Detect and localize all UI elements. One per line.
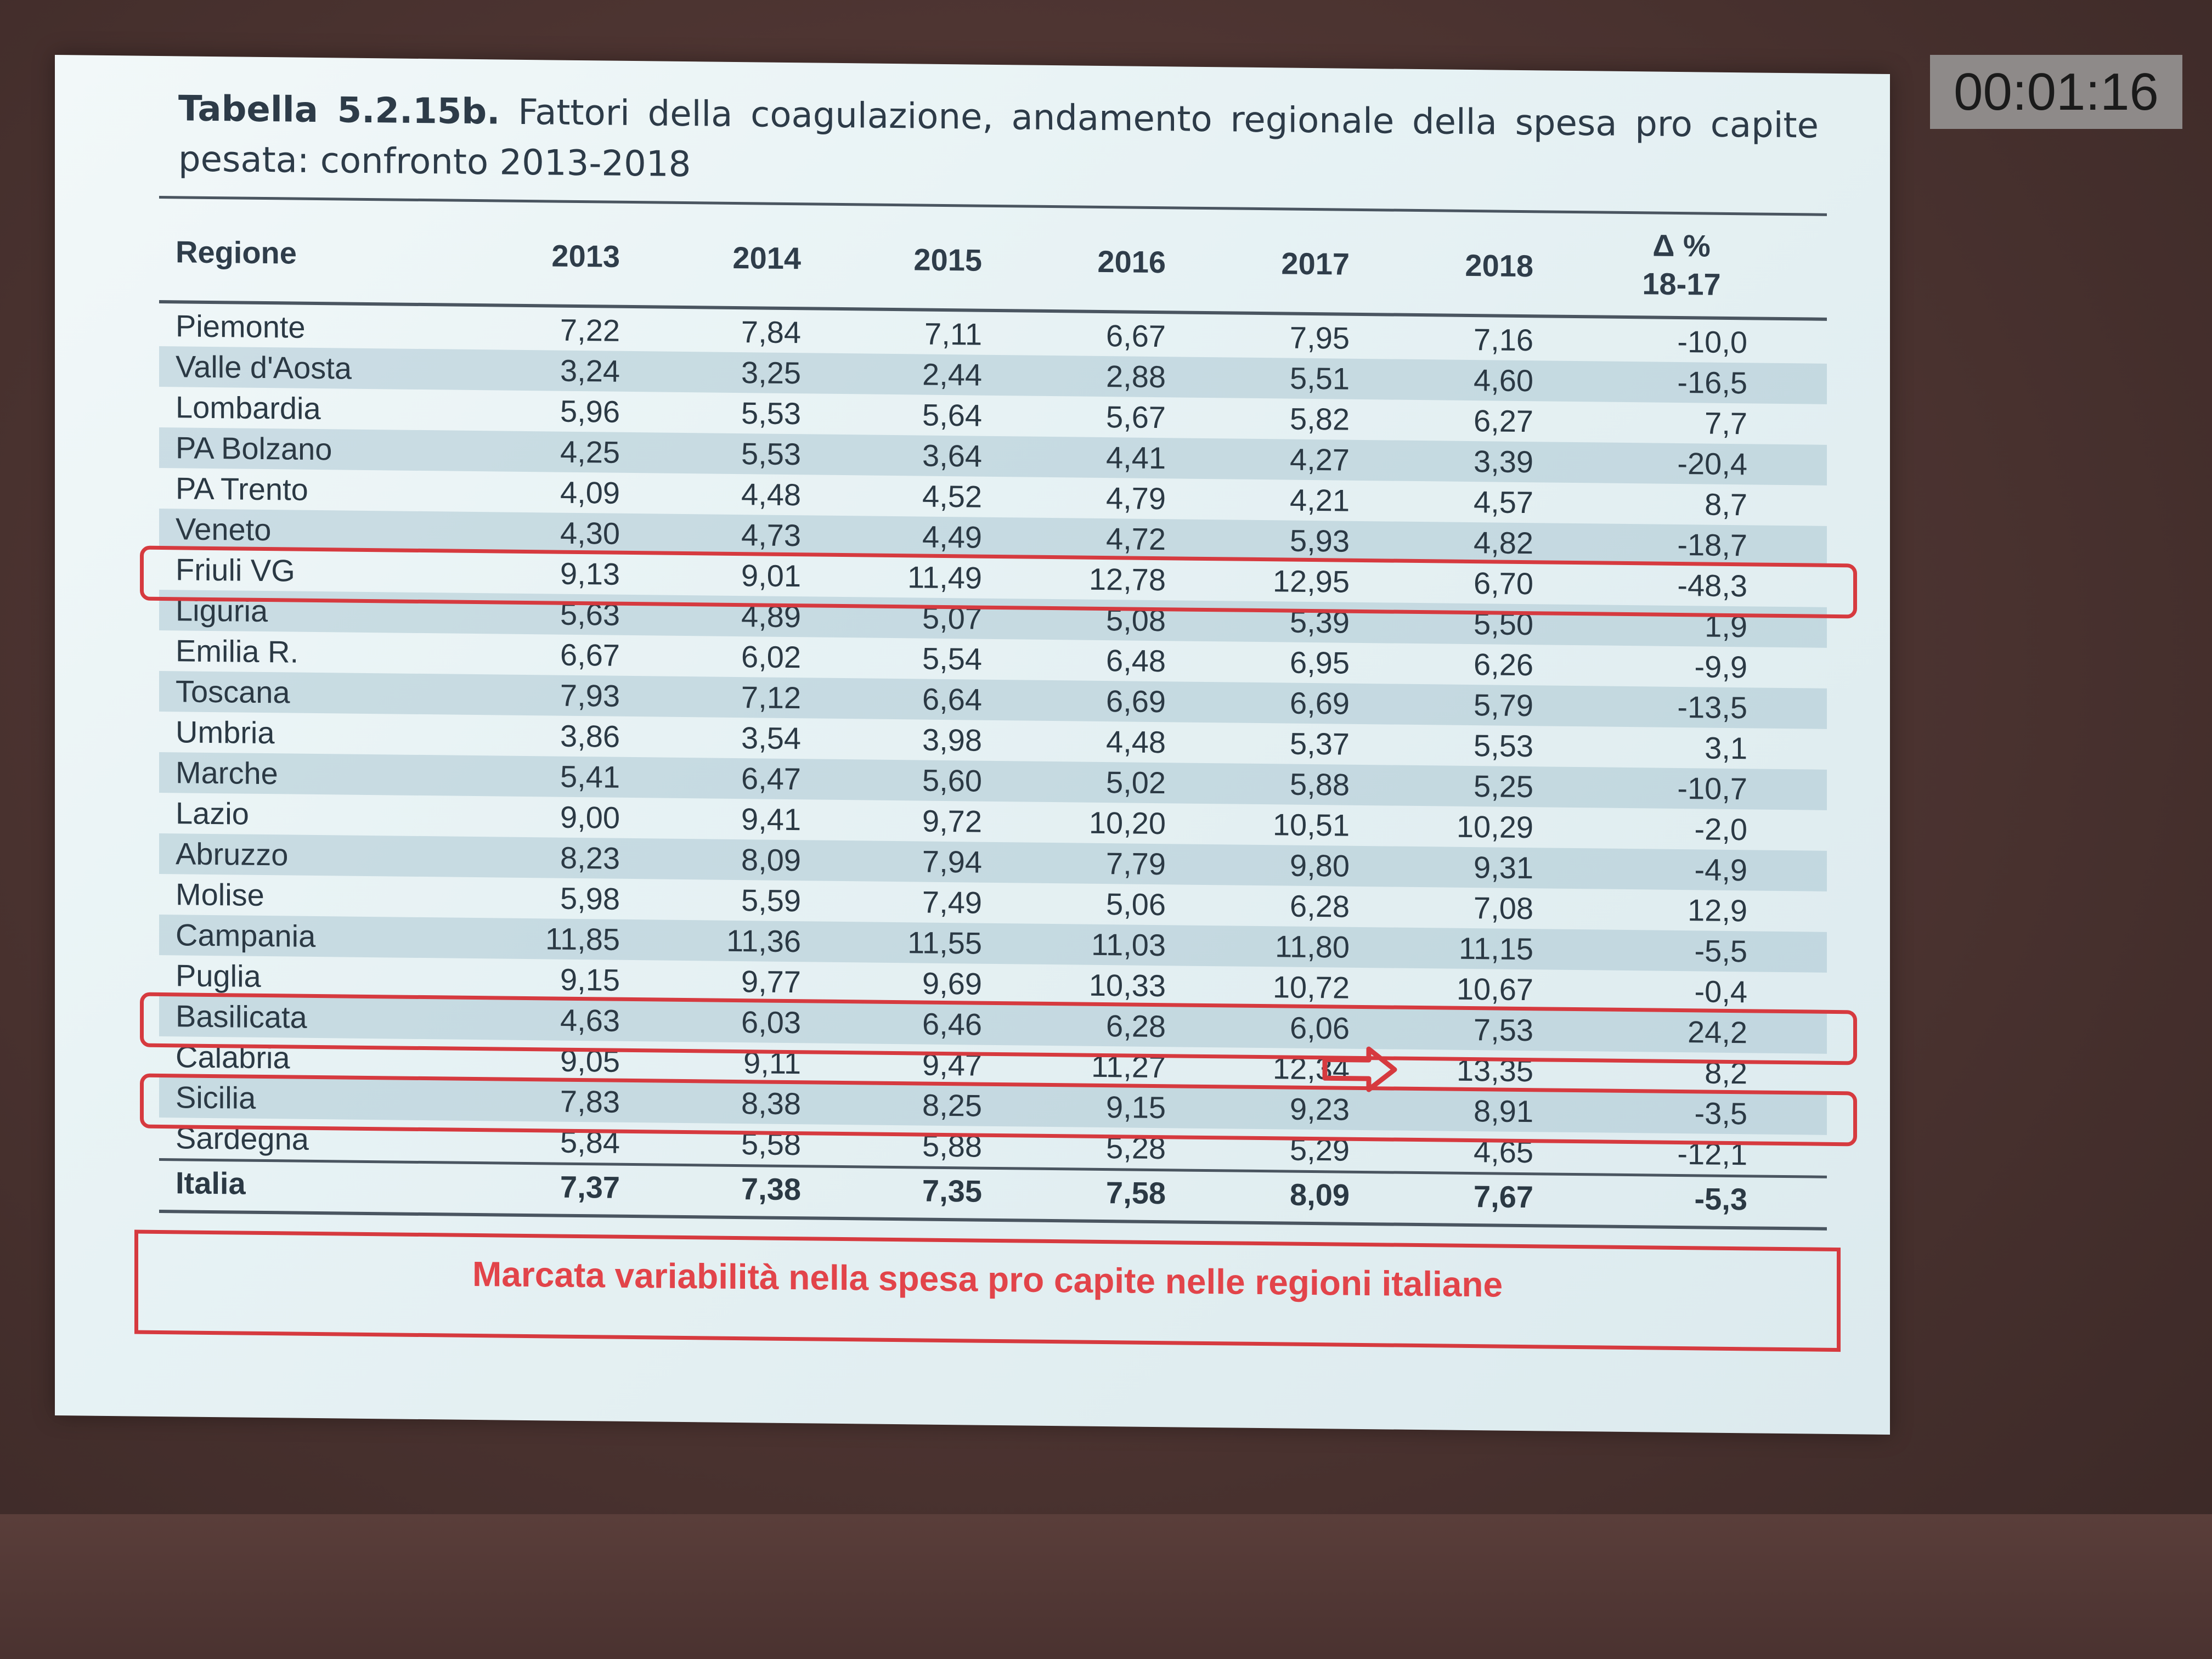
projected-slide: [55, 55, 1890, 1435]
value-cell: 10,29: [1456, 809, 1533, 845]
delta-cell: -5,3: [1694, 1181, 1747, 1217]
delta-cell: -16,5: [1677, 364, 1747, 400]
value-cell: 7,93: [560, 678, 620, 713]
value-cell: 4,41: [1106, 440, 1166, 476]
value-cell: 12,78: [1088, 561, 1166, 597]
wall-background: [0, 1514, 2212, 1659]
value-cell: 4,52: [922, 478, 982, 514]
value-cell: 5,41: [560, 759, 620, 794]
delta-cell: 1,9: [1705, 608, 1747, 644]
header-region: Regione: [176, 234, 297, 270]
value-cell: 4,79: [1106, 481, 1166, 516]
value-cell: 3,25: [741, 355, 801, 391]
recording-timer: 00:01:16: [1930, 55, 2182, 129]
value-cell: 9,15: [560, 962, 620, 997]
value-cell: 9,15: [1106, 1090, 1166, 1125]
delta-cell: -0,4: [1694, 974, 1747, 1009]
value-cell: 5,28: [1106, 1130, 1166, 1166]
value-cell: 7,79: [1106, 846, 1166, 882]
value-cell: 11,27: [1091, 1048, 1166, 1085]
value-cell: 6,02: [741, 639, 801, 675]
region-cell: Sicilia: [176, 1080, 256, 1115]
value-cell: 7,94: [922, 844, 982, 879]
value-cell: 4,60: [1474, 363, 1533, 398]
callout-text: Marcata variabilità nella spesa pro capite nelle regioni italiane: [472, 1254, 1503, 1305]
delta-cell: -9,9: [1694, 649, 1747, 685]
value-cell: 5,93: [1290, 523, 1350, 558]
delta-cell: -20,4: [1677, 445, 1747, 482]
value-cell: 5,37: [1290, 726, 1350, 761]
value-cell: 10,51: [1272, 807, 1350, 843]
value-cell: 5,60: [922, 763, 982, 798]
region-cell: Veneto: [176, 511, 272, 548]
value-cell: 7,83: [560, 1084, 620, 1119]
value-cell: 6,27: [1474, 403, 1533, 439]
value-cell: 4,27: [1290, 442, 1350, 477]
value-cell: 5,07: [922, 600, 982, 636]
value-cell: 6,95: [1290, 645, 1350, 680]
value-cell: 9,23: [1290, 1091, 1350, 1127]
value-cell: 5,88: [1290, 766, 1350, 802]
region-cell: Umbria: [176, 714, 275, 751]
region-cell: Marche: [176, 755, 278, 791]
value-cell: 2,44: [922, 357, 982, 392]
value-cell: 11,80: [1275, 929, 1350, 964]
value-cell: 7,22: [560, 312, 620, 348]
value-cell: 5,79: [1474, 687, 1533, 723]
value-cell: 3,54: [741, 720, 801, 756]
value-cell: 11,03: [1091, 927, 1166, 963]
delta-cell: -5,5: [1694, 933, 1747, 969]
value-cell: 8,23: [560, 840, 620, 876]
value-cell: 7,16: [1474, 322, 1533, 358]
region-cell: PA Bolzano: [176, 430, 332, 467]
value-cell: 4,21: [1290, 482, 1350, 518]
delta-cell: -2,0: [1694, 811, 1747, 847]
value-cell: 11,36: [726, 923, 801, 959]
region-cell: Piemonte: [176, 308, 306, 345]
value-cell: 5,98: [560, 881, 620, 916]
value-cell: 4,48: [741, 477, 801, 512]
value-cell: 5,54: [922, 641, 982, 676]
region-cell: Lazio: [176, 795, 249, 831]
value-cell: 5,64: [922, 397, 982, 433]
region-cell: Italia: [176, 1165, 246, 1201]
value-cell: 5,88: [922, 1128, 982, 1164]
value-cell: 7,58: [1106, 1175, 1166, 1211]
value-cell: 9,72: [922, 803, 982, 839]
delta-cell: 8,7: [1705, 487, 1747, 522]
value-cell: 4,72: [1106, 521, 1166, 557]
value-cell: 5,29: [1290, 1132, 1350, 1167]
value-cell: 6,28: [1290, 888, 1350, 924]
value-cell: 4,09: [560, 475, 620, 510]
arrow-right-icon: [1322, 1044, 1399, 1094]
value-cell: 6,69: [1106, 684, 1166, 719]
value-cell: 10,72: [1272, 969, 1350, 1005]
value-cell: 9,69: [922, 966, 982, 1001]
value-cell: 6,26: [1474, 647, 1533, 682]
value-cell: 9,41: [741, 802, 801, 837]
table-number: Tabella 5.2.15b.: [178, 88, 500, 133]
value-cell: 11,55: [907, 925, 982, 961]
header-2014: 2014: [732, 240, 801, 276]
value-cell: 5,96: [560, 393, 620, 429]
value-cell: 7,12: [741, 680, 801, 715]
value-cell: 6,69: [1290, 685, 1350, 721]
region-cell: Puglia: [176, 958, 261, 994]
delta-cell: -18,7: [1677, 527, 1747, 563]
table-body: [159, 306, 1827, 1221]
value-cell: 7,38: [741, 1171, 801, 1207]
value-cell: 8,09: [741, 842, 801, 878]
value-cell: 9,77: [741, 964, 801, 1000]
value-cell: 6,03: [741, 1005, 801, 1040]
region-cell: Molise: [176, 877, 264, 912]
value-cell: 5,58: [741, 1126, 801, 1162]
value-cell: 7,11: [924, 316, 982, 352]
region-cell: Friuli VG: [176, 552, 295, 588]
value-cell: 3,98: [922, 722, 982, 758]
value-cell: 5,06: [1106, 887, 1166, 922]
region-cell: Campania: [176, 917, 316, 953]
header-2018: 2018: [1465, 247, 1533, 284]
value-cell: 6,28: [1106, 1008, 1166, 1044]
region-cell: Calabria: [176, 1039, 290, 1075]
value-cell: 4,63: [560, 1002, 620, 1038]
value-cell: 10,67: [1456, 971, 1533, 1007]
slide-title: [178, 83, 1819, 201]
value-cell: 5,25: [1474, 769, 1533, 804]
value-cell: 6,46: [922, 1006, 982, 1042]
value-cell: 4,73: [741, 517, 801, 553]
value-cell: 9,05: [560, 1043, 620, 1079]
region-cell: Basilicata: [176, 998, 307, 1035]
delta-cell: 24,2: [1688, 1014, 1747, 1050]
value-cell: 4,57: [1474, 484, 1533, 520]
value-cell: 5,51: [1290, 360, 1350, 396]
header-2015: 2015: [913, 242, 982, 278]
value-cell: 5,39: [1290, 604, 1350, 640]
delta-cell: 8,2: [1705, 1055, 1747, 1091]
value-cell: 4,49: [922, 519, 982, 555]
value-cell: 10,33: [1088, 967, 1166, 1003]
value-cell: 13,35: [1456, 1052, 1533, 1088]
value-cell: 2,88: [1106, 359, 1166, 394]
value-cell: 12,95: [1272, 563, 1350, 599]
header-delta-line2: 18-17: [1642, 266, 1721, 302]
value-cell: 4,48: [1106, 724, 1166, 760]
value-cell: 7,49: [922, 884, 982, 920]
value-cell: 3,86: [560, 718, 620, 754]
value-cell: 3,64: [922, 438, 982, 473]
value-cell: 6,67: [560, 637, 620, 673]
value-cell: 11,49: [907, 560, 982, 595]
value-cell: 6,70: [1474, 566, 1533, 601]
value-cell: 8,25: [922, 1087, 982, 1123]
value-cell: 5,53: [741, 436, 801, 472]
value-cell: 4,30: [560, 515, 620, 551]
value-cell: 8,09: [1290, 1177, 1350, 1212]
value-cell: 5,53: [1474, 728, 1533, 764]
region-cell: Liguria: [176, 592, 268, 629]
value-cell: 6,67: [1106, 318, 1166, 354]
delta-cell: -10,7: [1677, 770, 1747, 806]
region-cell: PA Trento: [176, 471, 308, 507]
value-cell: 7,67: [1474, 1179, 1533, 1215]
header-2013: 2013: [551, 238, 620, 274]
table-header: [159, 207, 1827, 315]
delta-cell: -10,0: [1677, 324, 1747, 360]
region-cell: Abruzzo: [176, 836, 289, 872]
value-cell: 7,95: [1290, 320, 1350, 356]
value-cell: 7,84: [741, 314, 801, 350]
value-cell: 4,65: [1474, 1134, 1533, 1170]
region-cell: Lombardia: [176, 390, 321, 426]
delta-cell: 12,9: [1688, 893, 1747, 928]
value-cell: 5,84: [560, 1124, 620, 1160]
value-cell: 11,85: [545, 921, 620, 957]
delta-cell: 3,1: [1705, 730, 1747, 766]
value-cell: 5,59: [741, 883, 801, 918]
value-cell: 9,31: [1474, 850, 1533, 885]
header-delta-line1: Δ %: [1652, 228, 1711, 263]
callout-box: [134, 1230, 1841, 1352]
value-cell: 6,48: [1106, 643, 1166, 679]
delta-cell: -3,5: [1694, 1096, 1747, 1131]
value-cell: 5,53: [741, 396, 801, 431]
value-cell: 4,89: [741, 599, 801, 634]
value-cell: 7,35: [922, 1173, 982, 1209]
value-cell: 12,34: [1272, 1051, 1350, 1086]
value-cell: 7,37: [560, 1169, 620, 1205]
table-caption: Fattori della coagulazione, andamento regionale della spesa pro capite pesata: confronto 2013-2018: [178, 92, 1819, 185]
region-cell: Toscana: [176, 674, 290, 710]
region-cell: Sardegna: [176, 1120, 309, 1156]
value-cell: 5,50: [1474, 606, 1533, 642]
value-cell: 9,11: [743, 1045, 801, 1081]
value-cell: 8,38: [741, 1086, 801, 1121]
delta-cell: -4,9: [1694, 852, 1747, 888]
value-cell: 5,63: [560, 596, 620, 632]
value-cell: 9,47: [922, 1047, 982, 1082]
value-cell: 5,67: [1106, 399, 1166, 435]
delta-cell: 7,7: [1705, 405, 1747, 441]
delta-cell: -48,3: [1677, 567, 1747, 603]
value-cell: 9,80: [1290, 848, 1350, 883]
value-cell: 6,64: [922, 681, 982, 717]
value-cell: 3,24: [560, 353, 620, 388]
header-2016: 2016: [1097, 244, 1166, 280]
value-cell: 11,15: [1459, 930, 1533, 967]
value-cell: 9,01: [741, 558, 801, 594]
value-cell: 4,82: [1474, 525, 1533, 561]
value-cell: 6,06: [1290, 1010, 1350, 1046]
value-cell: 10,20: [1088, 805, 1166, 841]
header-2017: 2017: [1281, 246, 1350, 281]
value-cell: 5,02: [1106, 765, 1166, 800]
value-cell: 7,53: [1474, 1012, 1533, 1048]
value-cell: 4,25: [560, 434, 620, 470]
value-cell: 5,82: [1290, 401, 1350, 437]
delta-cell: -12,1: [1677, 1136, 1747, 1172]
value-cell: 9,00: [560, 799, 620, 835]
value-cell: 7,08: [1474, 890, 1533, 926]
value-cell: 5,08: [1106, 602, 1166, 638]
value-cell: 3,39: [1474, 444, 1533, 479]
value-cell: 9,13: [560, 556, 620, 591]
region-cell: Emilia R.: [176, 633, 299, 669]
value-cell: 8,91: [1474, 1093, 1533, 1129]
region-cell: Valle d'Aosta: [176, 349, 352, 386]
value-cell: 6,47: [741, 761, 801, 797]
delta-cell: -13,5: [1677, 689, 1747, 725]
